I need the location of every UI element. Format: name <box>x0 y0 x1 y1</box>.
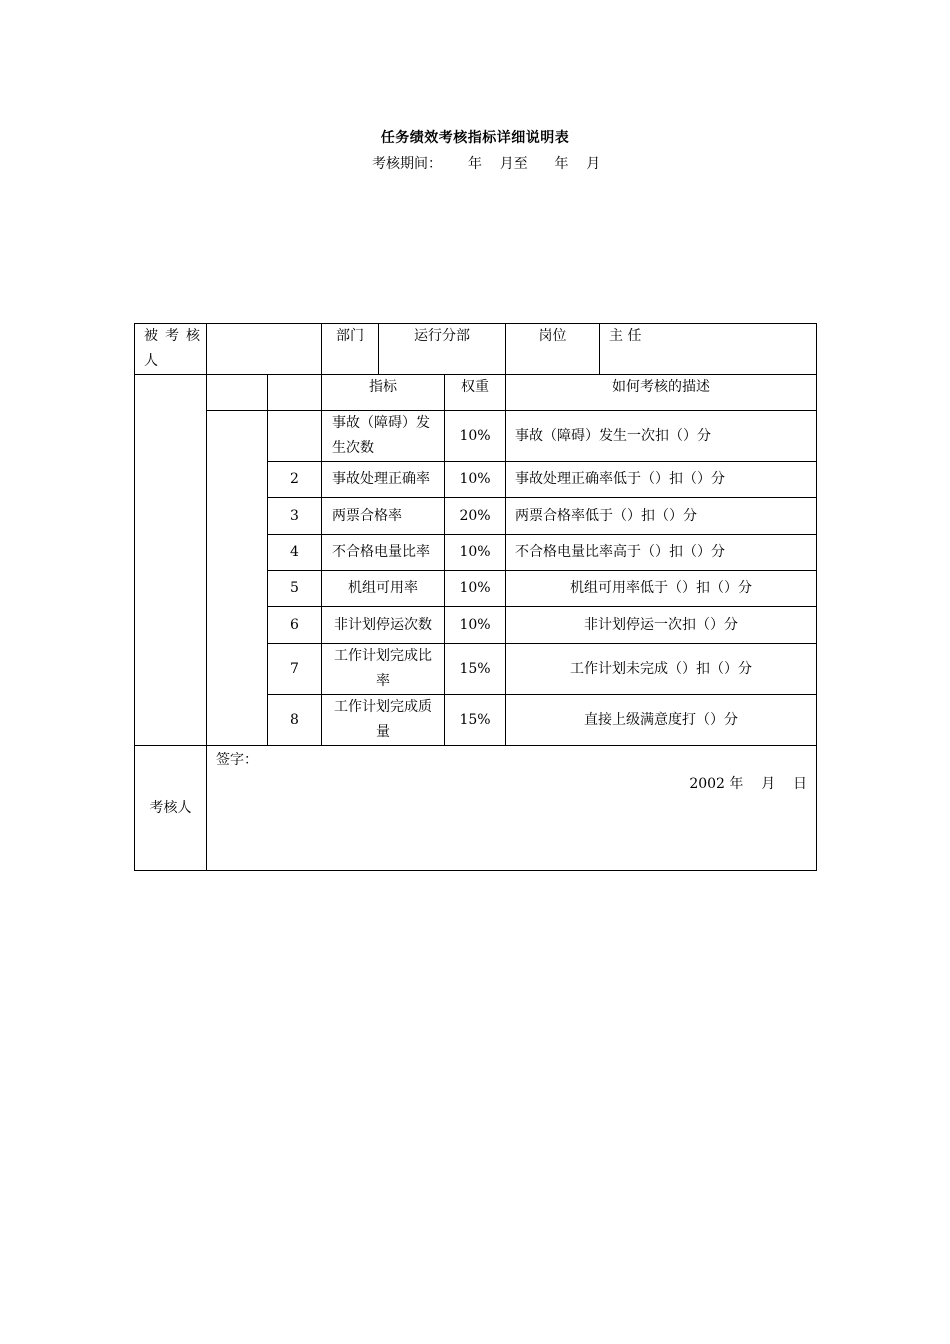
row-indicator: 事故（障碍）发生次数 <box>322 411 445 462</box>
signature-date: 2002 年 月 日 <box>689 776 807 792</box>
assessment-table <box>134 323 817 871</box>
row-description: 非计划停运一次扣（）分 <box>506 607 817 644</box>
document-title: 任务绩效考核指标详细说明表 <box>380 130 570 146</box>
post-label: 岗位 <box>506 324 600 375</box>
row-description: 事故处理正确率低于（）扣（）分 <box>506 462 817 498</box>
period-label: 考核期间： <box>372 156 442 172</box>
row-number: 7 <box>268 644 322 695</box>
row-weight: 15% <box>445 644 506 695</box>
row-indicator: 工作计划完成质量 <box>322 695 445 746</box>
row-weight: 15% <box>445 695 506 746</box>
examiner-label: 考核人 <box>135 746 207 871</box>
row-description: 不合格电量比率高于（）扣（）分 <box>506 535 817 571</box>
row-number: 8 <box>268 695 322 746</box>
dept-label: 部门 <box>322 324 379 375</box>
row-weight: 10% <box>445 411 506 462</box>
row-indicator: 不合格电量比率 <box>322 535 445 571</box>
row-weight: 20% <box>445 498 506 535</box>
dept-value: 运行分部 <box>379 324 506 375</box>
row-weight: 10% <box>445 462 506 498</box>
col-indicator: 指标 <box>322 375 445 411</box>
row-indicator: 非计划停运次数 <box>322 607 445 644</box>
period-text: 年 月至 年 月 <box>468 156 601 172</box>
row-description: 工作计划未完成（）扣（）分 <box>506 644 817 695</box>
row-weight: 10% <box>445 607 506 644</box>
post-value: 主 任 <box>600 324 817 375</box>
examinee-value[interactable] <box>207 324 322 375</box>
row-weight: 10% <box>445 571 506 607</box>
signature-area[interactable] <box>207 746 817 871</box>
col-weight: 权重 <box>445 375 506 411</box>
left-blank-cell <box>135 375 207 746</box>
row-description: 两票合格率低于（）扣（）分 <box>506 498 817 535</box>
table-row <box>135 411 817 462</box>
row-number: 2 <box>268 462 322 498</box>
row-indicator: 两票合格率 <box>322 498 445 535</box>
blank-header-cell-2 <box>268 375 322 411</box>
row-number: 6 <box>268 607 322 644</box>
blank-header-cell-1 <box>207 375 268 411</box>
col-description: 如何考核的描述 <box>506 375 817 411</box>
row-indicator: 工作计划完成比率 <box>322 644 445 695</box>
row-indicator: 机组可用率 <box>322 571 445 607</box>
signature-label: 签字： <box>216 752 258 768</box>
row-weight: 10% <box>445 535 506 571</box>
column-header-row <box>135 375 817 411</box>
category-blank-cell <box>207 411 268 746</box>
row-number: 4 <box>268 535 322 571</box>
header-row <box>135 324 817 375</box>
examinee-label: 被 考 核 人 <box>135 324 207 375</box>
row-number: 3 <box>268 498 322 535</box>
assessment-period <box>372 153 600 173</box>
row-description: 事故（障碍）发生一次扣（）分 <box>506 411 817 462</box>
row-number: 5 <box>268 571 322 607</box>
row-description: 直接上级满意度打（）分 <box>506 695 817 746</box>
row-description: 机组可用率低于（）扣（）分 <box>506 571 817 607</box>
row-indicator: 事故处理正确率 <box>322 462 445 498</box>
footer-row <box>135 746 817 871</box>
row-number <box>268 411 322 462</box>
